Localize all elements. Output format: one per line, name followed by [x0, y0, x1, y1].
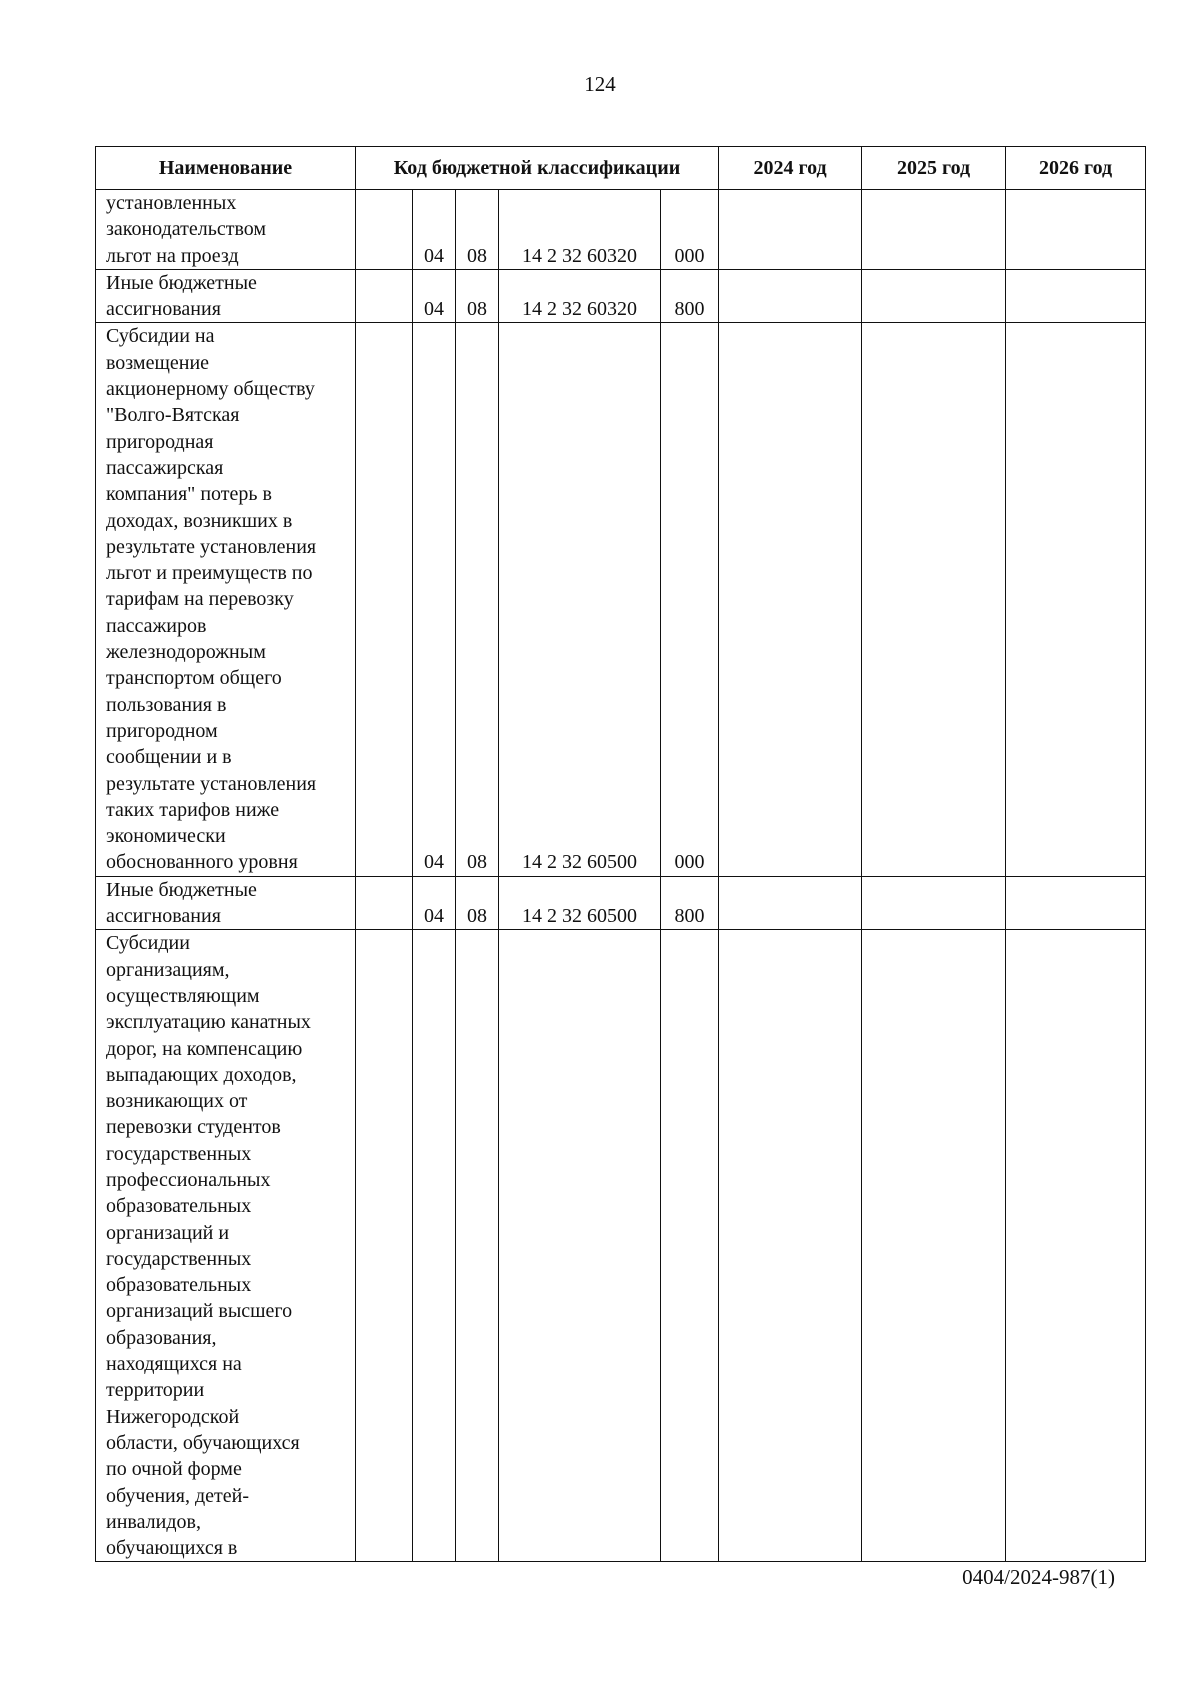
row-name-line: пассажиров	[106, 614, 207, 637]
row-cell-y2026	[1006, 876, 1146, 930]
row-name-line: компания" потерь в	[106, 483, 272, 506]
row-name-cell	[96, 190, 356, 270]
row-cell-y2025	[862, 323, 1006, 876]
row-cell-c3: 08	[456, 269, 499, 323]
row-cell-c4: 14 2 32 60500	[499, 323, 661, 876]
row-name-line: дорог, на компенсацию	[106, 1037, 303, 1060]
row-cell-c5: 000	[661, 323, 719, 876]
document-id: 0404/2024-987(1)	[962, 1565, 1115, 1589]
row-name-line: возмещение	[106, 351, 210, 374]
table-row	[96, 323, 1146, 876]
row-name-line: обоснованного уровня	[106, 851, 298, 874]
row-cell-c5: 800	[661, 269, 719, 323]
row-cell-c3	[456, 930, 499, 1562]
row-cell-c2: 04	[413, 269, 456, 323]
row-cell-y2025	[862, 930, 1006, 1562]
row-name-line: экономически	[106, 825, 226, 848]
row-name-line: профессиональных	[106, 1168, 271, 1191]
row-cell-c4: 14 2 32 60500	[499, 876, 661, 930]
row-name-line: Субсидии на	[106, 325, 215, 348]
budget-table	[95, 146, 1146, 1562]
row-cell-y2024	[719, 930, 862, 1562]
row-name-line: доходах, возникших в	[106, 509, 293, 532]
row-name-line: организаций высшего	[106, 1300, 293, 1323]
row-name-line: осуществляющим	[106, 984, 260, 1007]
row-cell-c3: 08	[456, 876, 499, 930]
row-cell-c1	[356, 190, 413, 270]
row-name-line: государственных	[106, 1247, 252, 1270]
row-name-line: выпадающих доходов,	[106, 1063, 297, 1086]
row-cell-c2	[413, 930, 456, 1562]
row-name-line: сообщении и в	[106, 746, 232, 769]
row-cell-y2025	[862, 876, 1006, 930]
row-name-line: организаций и	[106, 1221, 230, 1244]
header-2024: 2024 год	[719, 147, 862, 190]
row-cell-y2026	[1006, 323, 1146, 876]
table-row	[96, 269, 1146, 323]
table-row	[96, 190, 1146, 270]
row-name-line: транспортом общего	[106, 667, 282, 690]
row-name-line: законодательством	[106, 218, 267, 241]
row-name-line: области, обучающихся	[106, 1431, 300, 1454]
row-name-line: инвалидов,	[106, 1510, 201, 1533]
row-name-line: организациям,	[106, 958, 230, 981]
row-cell-c1	[356, 876, 413, 930]
row-name-line: эксплуатацию канатных	[106, 1011, 311, 1034]
row-name-line: акционерному обществу	[106, 378, 315, 401]
row-name-line: Иные бюджетные	[106, 878, 257, 901]
row-cell-y2026	[1006, 930, 1146, 1562]
row-name-line: железнодорожным	[106, 641, 266, 664]
row-name-line: таких тарифов ниже	[106, 798, 280, 821]
row-name-line: по очной форме	[106, 1458, 242, 1481]
row-cell-c5: 800	[661, 876, 719, 930]
table-body	[96, 190, 1146, 1562]
row-name-line: территории	[106, 1379, 205, 1402]
row-name-line: пассажирская	[106, 456, 224, 479]
row-name-cell	[96, 876, 356, 930]
row-name-line: результате установления	[106, 535, 317, 558]
row-name-line: государственных	[106, 1142, 252, 1165]
row-name-line: возникающих от	[106, 1090, 248, 1113]
row-name-line: ассигнования	[106, 298, 221, 321]
row-cell-y2024	[719, 269, 862, 323]
row-cell-c4: 14 2 32 60320	[499, 190, 661, 270]
row-name-cell	[96, 930, 356, 1562]
row-name-line: ассигнования	[106, 905, 221, 928]
table-header-row	[96, 147, 1146, 190]
row-cell-c2: 04	[413, 323, 456, 876]
row-cell-c2: 04	[413, 190, 456, 270]
row-name-line: установленных	[106, 192, 237, 214]
row-name-line: находящихся на	[106, 1353, 242, 1376]
row-name-line: пригородном	[106, 719, 218, 742]
table-row	[96, 930, 1146, 1562]
header-2026: 2026 год	[1006, 147, 1146, 190]
table-row	[96, 876, 1146, 930]
row-cell-y2026	[1006, 269, 1146, 323]
row-cell-y2024	[719, 876, 862, 930]
row-name-line: результате установления	[106, 772, 317, 795]
row-cell-y2025	[862, 269, 1006, 323]
row-name-line: "Волго-Вятская	[106, 404, 240, 427]
row-cell-y2024	[719, 190, 862, 270]
row-name-line: обучающихся в	[106, 1537, 238, 1560]
row-cell-c3: 08	[456, 190, 499, 270]
row-cell-c5: 000	[661, 190, 719, 270]
row-cell-c1	[356, 269, 413, 323]
row-name-line: пользования в	[106, 693, 227, 716]
row-name-line: тарифам на перевозку	[106, 588, 294, 611]
header-code: Код бюджетной классификации	[356, 147, 719, 190]
row-name-line: образовательных	[106, 1274, 252, 1297]
row-cell-y2024	[719, 323, 862, 876]
row-cell-c4: 14 2 32 60320	[499, 269, 661, 323]
row-name-line: льгот и преимуществ по	[106, 562, 313, 585]
row-cell-c3: 08	[456, 323, 499, 876]
row-cell-c5	[661, 930, 719, 1562]
row-cell-c2: 04	[413, 876, 456, 930]
row-name-line: обучения, детей-	[106, 1484, 249, 1507]
row-name-line: льгот на проезд	[106, 244, 239, 267]
header-name: Наименование	[96, 147, 356, 190]
row-name-line: пригородная	[106, 430, 214, 453]
row-name-cell	[96, 323, 356, 876]
row-name-line: Нижегородской	[106, 1405, 240, 1428]
page-number: 124	[584, 72, 616, 96]
row-name-line: образования,	[106, 1326, 217, 1349]
row-name-line: образовательных	[106, 1195, 252, 1218]
row-name-cell	[96, 269, 356, 323]
row-name-line: Иные бюджетные	[106, 271, 257, 294]
header-2025: 2025 год	[862, 147, 1006, 190]
row-cell-c1	[356, 930, 413, 1562]
row-name-line: перевозки студентов	[106, 1116, 281, 1139]
row-cell-c1	[356, 323, 413, 876]
row-name-line: Субсидии	[106, 932, 190, 955]
row-cell-c4	[499, 930, 661, 1562]
row-cell-y2026	[1006, 190, 1146, 270]
row-cell-y2025	[862, 190, 1006, 270]
